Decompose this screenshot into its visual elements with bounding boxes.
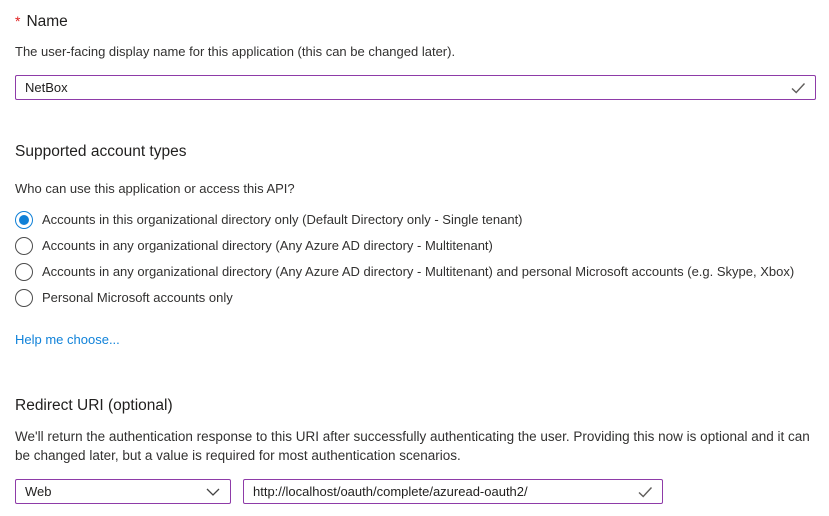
redirect-uri-input[interactable]	[243, 479, 663, 504]
radio-label: Personal Microsoft accounts only	[42, 290, 233, 305]
radio-single-tenant[interactable]	[15, 207, 816, 233]
radio-button-icon[interactable]	[15, 289, 33, 307]
platform-select[interactable]	[15, 479, 231, 504]
radio-button-icon[interactable]	[15, 263, 33, 281]
account-types-question: Who can use this application or access this API?	[15, 181, 295, 196]
redirect-uri-value: http://localhost/oauth/complete/azuread-oauth2/	[253, 484, 528, 499]
radio-button-icon[interactable]	[15, 237, 33, 255]
redirect-uri-heading: Redirect URI (optional)	[15, 397, 173, 414]
radio-multitenant-personal[interactable]	[15, 259, 816, 285]
redirect-uri-description: We'll return the authentication response to this URI after successfully authenticating the user. Providing this now is optional and it can be changed later, but a value is required for most authentication scenarios.	[15, 429, 810, 463]
radio-label: Accounts in any organizational directory (Any Azure AD directory - Multitenant) and personal Microsoft accounts (e.g. Skype, Xbox)	[42, 264, 795, 279]
check-icon	[638, 486, 653, 498]
name-input[interactable]	[15, 75, 816, 100]
name-field-heading	[15, 12, 816, 31]
name-field-label: Name	[26, 13, 68, 30]
radio-label: Accounts in this organizational directory only (Default Directory only - Single tenant)	[42, 212, 523, 227]
platform-select-value: Web	[25, 484, 52, 499]
radio-personal-only[interactable]	[15, 285, 816, 311]
radio-multitenant[interactable]	[15, 233, 816, 259]
help-me-choose-link[interactable]: Help me choose...	[15, 332, 120, 347]
account-types-radio-group	[15, 207, 816, 311]
radio-button-icon[interactable]	[15, 211, 33, 229]
account-types-heading: Supported account types	[15, 143, 187, 160]
check-icon	[791, 82, 806, 94]
name-field-description: The user-facing display name for this application (this can be changed later).	[15, 44, 456, 59]
name-input-value: NetBox	[25, 80, 68, 95]
chevron-down-icon	[206, 488, 220, 496]
redirect-uri-controls	[15, 479, 816, 504]
required-asterisk: *	[15, 13, 21, 29]
radio-label: Accounts in any organizational directory (Any Azure AD directory - Multitenant)	[42, 238, 493, 253]
